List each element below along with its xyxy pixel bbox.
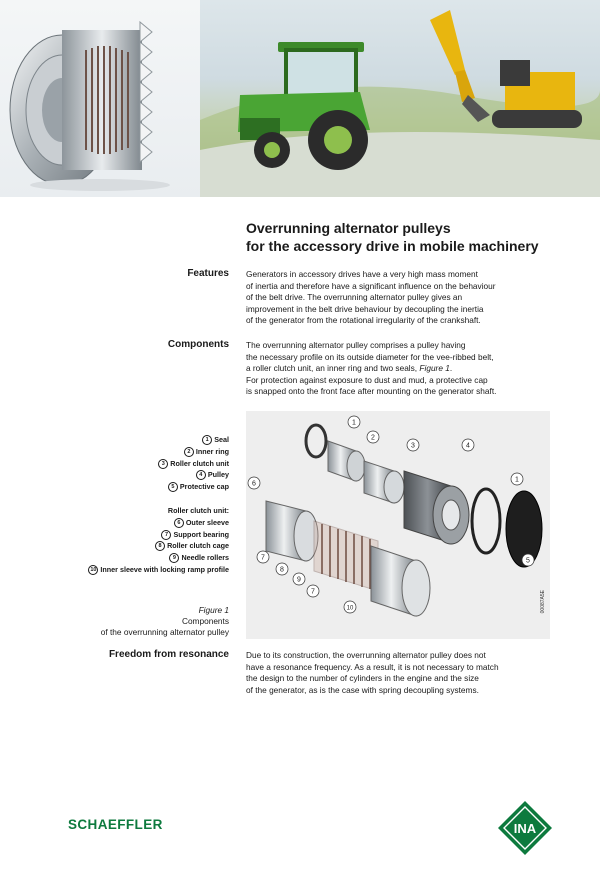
callout-10: 10	[346, 605, 354, 612]
text-line: the design to the number of cylinders in the engine and the size	[246, 673, 479, 684]
callout-number: 3	[158, 459, 168, 469]
callout-number: 1	[202, 435, 212, 445]
figure-caption	[101, 605, 229, 638]
caption-line: Components	[181, 616, 229, 626]
second-seal-part	[472, 489, 500, 553]
ina-logo	[497, 800, 553, 856]
text-line: For protection against exposure to dust and mud, a protective cap	[246, 374, 488, 385]
text-line: have a resonance frequency. As a result, it is not necessary to match	[246, 661, 499, 672]
features-text	[246, 269, 566, 327]
text-span: a roller clutch unit, an inner ring and two seals,	[246, 363, 418, 374]
text-line: improvement in the belt drive behaviour by decoupling the inertia	[246, 303, 484, 314]
figure-legend	[88, 434, 229, 576]
legend-item	[88, 469, 229, 481]
page-title	[246, 219, 539, 255]
title-line-1: Overrunning alternator pulleys	[246, 220, 451, 236]
components-label: Components	[167, 339, 229, 350]
hero-banner	[0, 0, 600, 197]
tractor-excavator-illustration	[200, 0, 600, 197]
text-span: .	[449, 363, 453, 374]
text-line: of inertia and therefore have a significant influence on the behaviour	[246, 280, 496, 291]
callout-1: 1	[352, 419, 356, 427]
legend-item	[88, 517, 229, 529]
resonance-text	[246, 650, 566, 696]
text-line: is snapped onto the front face after mounting on the generator shaft.	[246, 386, 497, 397]
legend-text: Pulley	[207, 470, 229, 480]
title-line-2: for the accessory drive in mobile machinery	[246, 238, 539, 254]
features-label: Features	[187, 268, 229, 279]
callout-6: 6	[252, 480, 256, 488]
callout-8: 8	[280, 566, 284, 574]
callout-7b: 7	[311, 588, 315, 596]
vehicles-photo	[200, 0, 600, 197]
callout-4: 4	[466, 442, 470, 450]
legend-item	[88, 564, 229, 576]
legend-item	[88, 446, 229, 458]
exploded-view-drawing	[246, 411, 550, 639]
exploded-view-figure	[246, 411, 550, 639]
legend-text: Needle rollers	[181, 553, 229, 563]
text-line: the necessary profile on its outside diameter for the vee-ribbed belt,	[246, 351, 494, 362]
text-line: The overrunning alternator pulley comprises a pulley having	[246, 340, 466, 350]
callout-5: 5	[526, 557, 530, 565]
callout-7: 7	[261, 554, 265, 562]
figure-reference: Figure 1	[419, 363, 450, 374]
caption-figure-label: Figure 1	[198, 605, 229, 615]
callout-3: 3	[411, 442, 415, 450]
legend-text: Roller clutch cage	[167, 541, 229, 551]
callout-number: 5	[168, 482, 178, 492]
text-line: of the generator, as is the case with spring decoupling systems.	[246, 684, 479, 695]
figure-id: 00087A5E	[540, 589, 546, 613]
legend-text: Outer sleeve	[185, 517, 229, 527]
seal-part	[306, 425, 326, 457]
legend-item	[88, 458, 229, 470]
legend-item	[88, 434, 229, 446]
callout-9: 9	[297, 576, 301, 584]
text-line: Due to its construction, the overrunning alternator pulley does not	[246, 650, 486, 660]
legend-text: Roller clutch unit	[170, 458, 229, 468]
legend-item	[88, 540, 229, 552]
callout-number: 8	[155, 541, 165, 551]
legend-item	[88, 529, 229, 541]
callout-number: 10	[90, 567, 97, 574]
legend-text: Inner sleeve with locking ramp profile	[100, 564, 229, 574]
callout-number: 9	[169, 553, 179, 563]
text-line: Generators in accessory drives have a very high mass moment	[246, 269, 478, 279]
legend-text: Protective cap	[179, 482, 229, 492]
legend-text: Inner ring	[195, 446, 229, 456]
legend-item	[88, 552, 229, 564]
callout-number: 2	[184, 447, 194, 457]
components-text	[246, 340, 566, 398]
legend-text: Support bearing	[173, 529, 229, 539]
resonance-label: Freedom from resonance	[108, 649, 229, 660]
text-line	[246, 363, 566, 375]
callout-1b: 1	[515, 476, 519, 484]
legend-subheading: Roller clutch unit:	[167, 505, 229, 515]
callout-2: 2	[371, 434, 375, 442]
schaeffler-wordmark: SCHAEFFLER	[68, 817, 163, 832]
legend-item	[88, 481, 229, 493]
callout-number: 4	[196, 470, 206, 480]
caption-line: of the overrunning alternator pulley	[100, 627, 229, 637]
text-line: of the generator from the rotational irregularity of the crankshaft.	[246, 315, 481, 326]
pulley-cutaway-illustration	[0, 0, 200, 197]
pulley-cutaway-photo	[0, 0, 200, 197]
callout-number: 7	[161, 530, 171, 540]
callout-number: 6	[174, 518, 184, 528]
ina-logo-text: INA	[513, 821, 537, 836]
text-line: of the belt drive. The overrunning alternator pulley gives an	[246, 292, 463, 303]
legend-text: Seal	[214, 435, 229, 444]
